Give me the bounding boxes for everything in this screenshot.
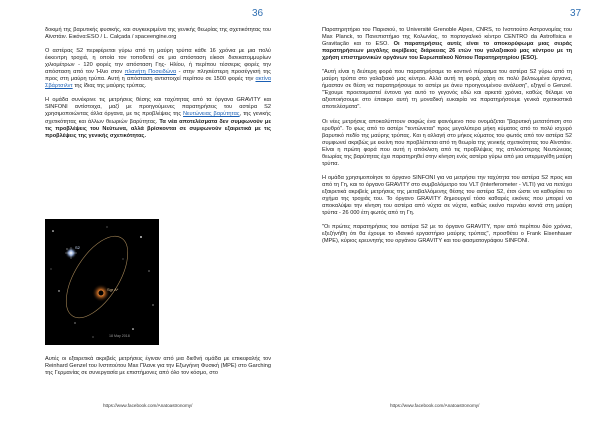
paragraph-orbit xyxy=(45,48,271,90)
figure-caption: δοκιμή της βαρυτικής φυσικής, και συγκεκριμένα της γενικής θεωρίας της σχετικότητας του Αϊνστάιν. Εικόνα:ESO / L. Calçada / spaceengine.org xyxy=(45,27,271,41)
paragraph-measurements: Αυτές οι εξαιρετικά ακριβείς μετρήσεις έγιναν από μια διεθνή ομάδα με επικεφαλής τον Reinhard Genzel του Ινστιτούτου Max Πλανκ για την Εξωγήινη Φυσική (MPE) στο Garching της Γερμανίας σε συνεργασία με επιστήμονες από όλο τον κόσμο, στο xyxy=(45,356,271,377)
page-number: 37 xyxy=(570,8,582,19)
page-footer-url: https://www.facebook.com/Anatoastronomy/ xyxy=(390,403,480,408)
paragraph-text: , της γενικής σχετικότητας και άλλων θεωριών βαρύτητας. xyxy=(45,111,271,125)
right-page xyxy=(300,0,600,424)
link-neptune[interactable]: πλανήτη Ποσειδώνα xyxy=(124,69,177,76)
s2-label: S2 xyxy=(75,245,80,250)
paragraph-text: Η ομάδα συνέκρινε τις μετρήσεις θέσης και ταχύτητας από τα όργανα GRAVITY και SINFONI αντίστοιχα, μαζί με προηγούμενες παρατηρήσεις του αστέρα S2 χρησιμοποιώντας άλλα όργανα, με τις προβλέψεις της xyxy=(45,97,271,118)
paragraph-text: - στην πλησιέστερη προσέγγισή της προς στη μαύρη τρύπα. Αυτή η απόσταση αντιστοιχεί περίπου σε 1500 φορές την xyxy=(45,69,271,83)
paragraph-bold-text: Οι παρατηρήσεις αυτές είναι το αποκορύφωμα μιας σειράς παρατηρήσεων μεγάλης ακρίβειας διάρκειας 26 ετών του γαλαξιακού μας κέντρου με τη χρήση επιστημονικών οργάνων του Ευρωπαϊκού Νότιου Παρατηρητηρίου (ESO). xyxy=(322,41,572,62)
figure-date-label: 18 May 2018 xyxy=(109,334,130,338)
paragraph-text: Ο αστέρας S2 περιφέρεται γύρω από τη μαύρη τρύπα κάθε 16 χρόνια με μια πολύ έκκεντρη τροχιά, η οποία τον τοποθετεί σε μια απόσταση είκοσι δισεκατομμυρίων χιλιομέτρων - 120 φορές την απόσταση Γης- Ηλίου, ή περίπου τέσσερις φορές την απόσταση από τον Ήλιο στον xyxy=(45,48,271,76)
paragraph-comparison xyxy=(45,97,271,139)
right-column xyxy=(322,27,572,252)
orbit-illustration xyxy=(45,219,159,345)
left-column-top xyxy=(45,27,271,147)
page-footer-url: https://www.facebook.com/Anatoastronomy/ xyxy=(103,403,193,408)
paragraph-bold-text: Τα νέα αποτελέσματα δεν συμφωνούν με τις προβλέψεις του Νεύτωνα, αλλά βρίσκονται σε συμφωνούν εξαιρετικά με τις προβλέψεις της γενικής σχετικότητας. xyxy=(45,118,271,139)
paragraph-institutions xyxy=(322,27,572,62)
black-hole-label: Sgr A* xyxy=(107,287,119,292)
figure-background xyxy=(45,219,159,345)
paragraph-instruments: Η ομάδα χρησιμοποίησε το όργανο SINFONI για να μετρήσει την ταχύτητα του αστέρα S2 προς και από τη Γη, και το όργανο GRAVITY στο συμβολόμετρο του VLT (Interferometer - VLTI) για να πετύχει εξαιρετικά ακριβείς μετρήσεις της μεταβαλλόμενης θέσης του αστέρα S2, έτσι ώστε να καθορίσει το σχήμα της τροχιάς του. Το όργανο GRAVITY δημιουργεί τόσο καθαρές εικόνες που μπορεί να αποκαλύψει την κίνηση του αστέρα από νύχτα σε νύχτα, καθώς εκείνο περνάει κοντά στη μαύρη τρύπα - 26 000 έτη φωτός από τη Γη. xyxy=(322,174,572,217)
paragraph-text: της ίδιας της μαύρης τρύπας. xyxy=(72,83,147,90)
paragraph-genzel-quote: "Αυτή είναι η δεύτερη φορά που παρατηρήσαμε το κοντινό πέρασμα του αστέρα S2 γύρω από τη μαύρη τρύπα στο γαλαξιακό μας κέντρο. Αλλά αυτή τη φορά, χάρη σε πολύ βελτιωμένα όργανα, ήμασταν σε θέση να παρατηρήσουμε το αστέρι με άνευ προηγουμένου ανάλυση", εξηγεί ο Genzel. "Έχουμε προετοιμαστεί έντονα για αυτό το γεγονός εδώ και αρκετά χρόνια, καθώς θέλαμε να αξιοποιήσουμε στο έπακρο αυτή τη μοναδική ευκαιρία να παρατηρήσουμε γενικά σχετικιστικά αποτελέσματα". xyxy=(322,69,572,111)
paragraph-eisenhauer-quote: "Οι πρώτες παρατηρήσεις του αστέρα S2 με το όργανο GRAVITY, πριν από περίπου δύο χρόνια, εξεζήνήθη ότι θα έχουμε το ιδανικό εργαστήριο μαύρης τρύπας", προσθέτει ο Frank Eisenhauer (MPE), κύριος ερευνητής του οργάνου GRAVITY και του φασματογράφου SINFONI. xyxy=(322,224,572,245)
page-number: 36 xyxy=(252,8,264,19)
link-newtonian-gravity[interactable]: Νευτώνειας βαρύτητας xyxy=(183,111,240,118)
s2-orbit-figure xyxy=(45,219,159,345)
paragraph-redshift: Οι νέες μετρήσεις αποκαλύπτουν σαφώς ένα φαινόμενο που ονομάζεται "βαρυτική μετατόπιση στο ερυθρό". Το φως από το αστέρι "τεντώνεται" προς μεγαλύτερα μήκη κύματος από το πολύ ισχυρό βαρυτικό πεδίο της μαύρης τρύπας. Και η αλλαγή στο μήκος κύματος του φωτός από τον αστέρα S2 συμφωνεί ακριβώς με εκείνη που προβλέπεται από τη θεωρία της γενικής σχετικότητας του Αϊνστάιν. Είναι η πρώτη φορά που αυτή η απόκλιση από τις προβλέψεις της απλούστερης Νευτώνειας θεωρίας της βαρύτητας έχει παρατηρηθεί στην κίνηση ενός αστέρα γύρω από μια υπερμεγέθη μαύρη τρύπα. xyxy=(322,118,572,167)
left-column-bottom xyxy=(45,356,271,384)
link-schwarzschild-radius[interactable]: ακτίνα Σβάρτσιλντ xyxy=(45,76,271,90)
paragraph-text: Παρατηρητήριο του Παρισιού, το Université Grenoble Alpes, CNRS, το Ινστιτούτο Αστρονομίας του Max Planck, το Πανεπιστήμιο της Κολωνίας, το πορτογαλικό κέντρο CENTRO da Astrofísica e Gravitação και το ESO. xyxy=(322,27,572,48)
